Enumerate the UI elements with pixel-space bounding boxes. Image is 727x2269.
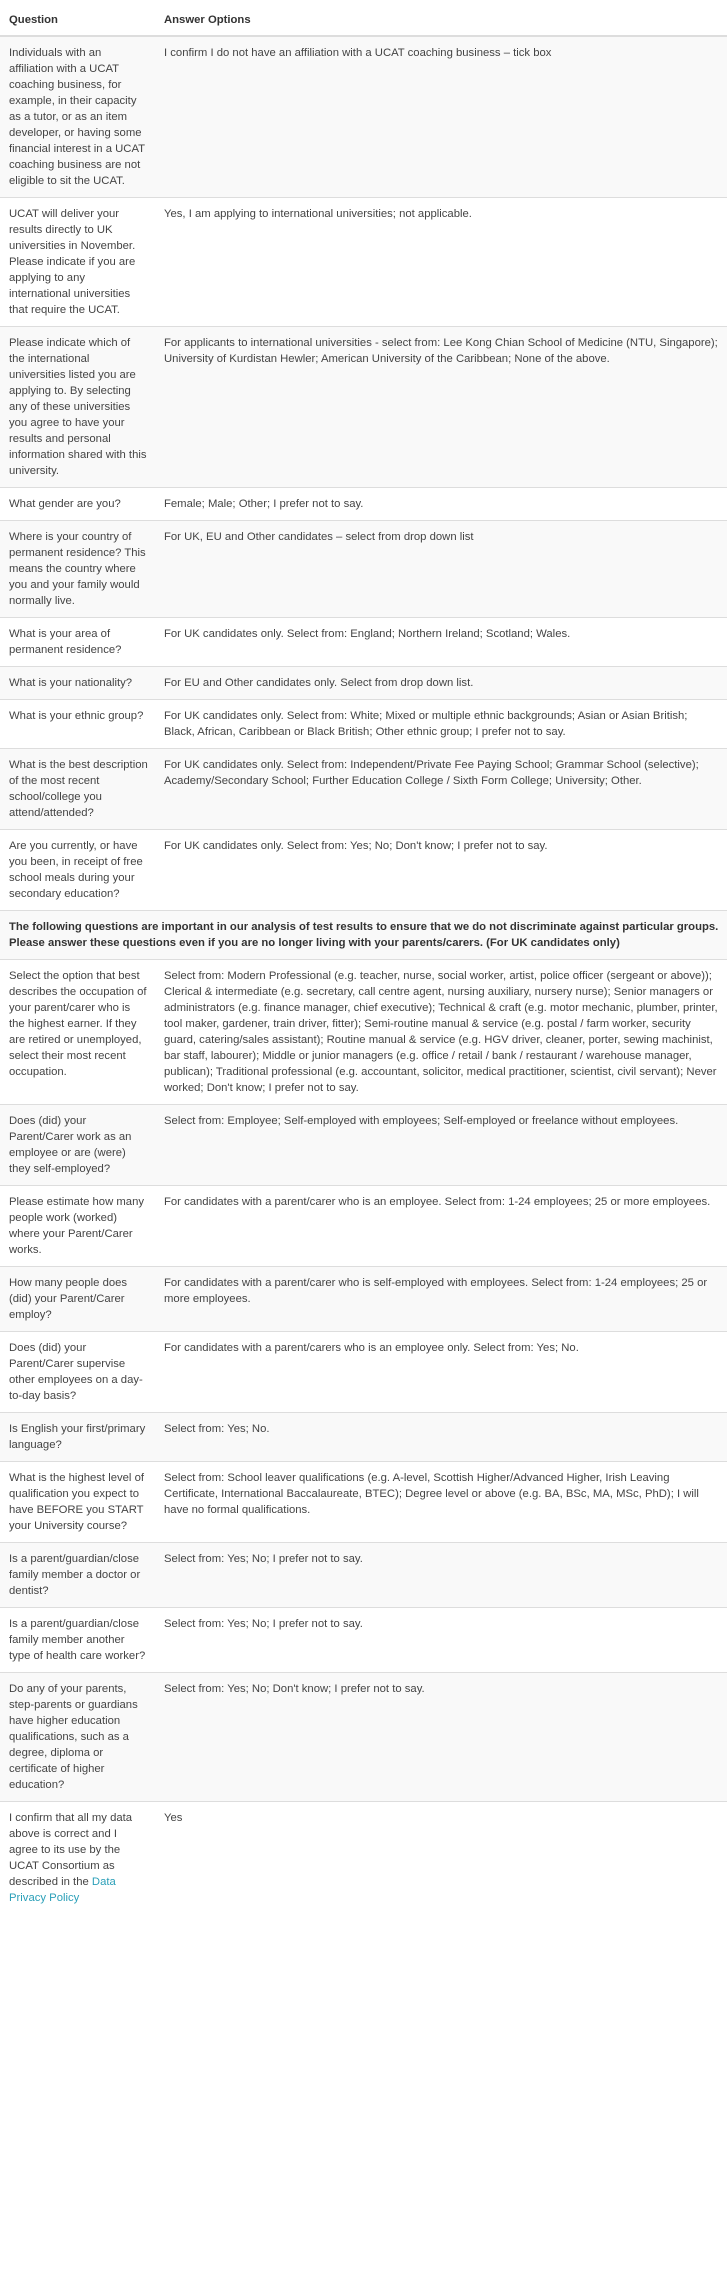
table-row [0,830,727,911]
question-cell: What is your nationality? [0,667,155,700]
header-question: Question [0,0,155,36]
answer-cell: For candidates with a parent/carer who is an employee. Select from: 1-24 employees; 25 or more employees. [155,1186,727,1267]
data-privacy-policy-link[interactable]: Data Privacy Policy [9,1876,116,1904]
question-cell [0,1802,155,1915]
table-row-confirmation [0,1802,727,1915]
table-row [0,521,727,618]
answer-cell: For candidates with a parent/carer who is self-employed with employees. Select from: 1-24 employees; 25 or more employees. [155,1267,727,1332]
answer-cell: Select from: Yes; No; I prefer not to say. [155,1608,727,1673]
table-row [0,1332,727,1413]
answer-cell: For UK candidates only. Select from: Independent/Private Fee Paying School; Grammar School (selective); Academy/Secondary School; Further Education College / Sixth Form College; University; Other. [155,749,727,830]
answer-cell: Yes, I am applying to international universities; not applicable. [155,198,727,327]
table-row [0,618,727,667]
question-cell: Are you currently, or have you been, in receipt of free school meals during your secondary education? [0,830,155,911]
answer-cell: Select from: Employee; Self-employed with employees; Self-employed or freelance without employees. [155,1105,727,1186]
table-row [0,36,727,198]
answer-cell: Select from: Yes; No; I prefer not to say. [155,1543,727,1608]
question-cell: Individuals with an affiliation with a UCAT coaching business, for example, in their capacity as a tutor, or as an item developer, or having some financial interest in a UCAT coaching business are not eligible to sit the UCAT. [0,36,155,198]
table-row [0,1186,727,1267]
confirmation-text: I confirm that all my data above is correct and I agree to its use by the UCAT Consortium as described in the [9,1812,133,1888]
table-row [0,1608,727,1673]
answer-cell: For EU and Other candidates only. Select from drop down list. [155,667,727,700]
table-header-row [0,0,727,36]
answer-cell: For candidates with a parent/carers who is an employee only. Select from: Yes; No. [155,1332,727,1413]
table-row [0,749,727,830]
question-cell: What is your area of permanent residence? [0,618,155,667]
question-cell: What gender are you? [0,488,155,521]
answer-cell: For applicants to international universities - select from: Lee Kong Chian School of Medicine (NTU, Singapore); University of Kurdistan Hewler; American University of the Caribbean; None of the above. [155,327,727,488]
table-row [0,960,727,1105]
question-cell: How many people does (did) your Parent/Carer employ? [0,1267,155,1332]
section-note: The following questions are important in our analysis of test results to ensure that we do not discriminate against particular groups. Please answer these questions even if you are no longer living with your parents/carers. (For UK candidates only) [0,911,727,960]
question-cell: Does (did) your Parent/Carer supervise other employees on a day-to-day basis? [0,1332,155,1413]
table-row [0,1543,727,1608]
question-cell: Does (did) your Parent/Carer work as an employee or are (were) they self-employed? [0,1105,155,1186]
table-row [0,1673,727,1802]
table-row [0,1267,727,1332]
question-cell: Is a parent/guardian/close family member a doctor or dentist? [0,1543,155,1608]
answer-cell: Select from: Modern Professional (e.g. teacher, nurse, social worker, artist, police officer (sergeant or above)); Clerical & intermediate (e.g. secretary, call centre agent, nursing auxiliary, nursery nurse); Senior managers or administrators (e.g. finance manager, chief executive); Technical & craft (e.g. motor mechanic, plumber, printer, tool maker, gardener, train driver, fitter); Semi-routine manual & service (e.g. postal / farm worker, security guard, catering/sales assistant); Routine manual & service (e.g. HGV driver, cleaner, porter, sewing machinist, bar staff, labourer); Middle or junior managers (e.g. office / retail / bank / restaurant / warehouse manager, publican); Traditional professional (e.g. accountant, solicitor, medical practitioner, scientist, civil servant); Never worked; Don't know; I prefer not to say. [155,960,727,1105]
table-row [0,700,727,749]
answer-cell: Yes [155,1802,727,1915]
question-cell: Please indicate which of the international universities listed you are applying to. By selecting any of these universities you agree to have your results and personal information shared with this university. [0,327,155,488]
answer-cell: Select from: Yes; No. [155,1413,727,1462]
question-cell: Is a parent/guardian/close family member another type of health care worker? [0,1608,155,1673]
answer-cell: Female; Male; Other; I prefer not to say. [155,488,727,521]
answer-cell: Select from: School leaver qualifications (e.g. A-level, Scottish Higher/Advanced Higher, Irish Leaving Certificate, International Baccalaureate, BTEC); Degree level or above (e.g. BA, BSc, MA, MSc, PhD); I will have no formal qualifications. [155,1462,727,1543]
answer-cell: Select from: Yes; No; Don't know; I prefer not to say. [155,1673,727,1802]
question-cell: Is English your first/primary language? [0,1413,155,1462]
answer-cell: For UK candidates only. Select from: White; Mixed or multiple ethnic backgrounds; Asian or Asian British; Black, African, Caribbean or Black British; Other ethnic group; I prefer not to say. [155,700,727,749]
table-row [0,327,727,488]
question-cell: What is your ethnic group? [0,700,155,749]
table-row [0,1105,727,1186]
table-row [0,667,727,700]
question-cell: What is the best description of the most recent school/college you attend/attended? [0,749,155,830]
table-row [0,198,727,327]
table-row [0,1413,727,1462]
question-cell: Please estimate how many people work (worked) where your Parent/Carer works. [0,1186,155,1267]
answer-cell: For UK candidates only. Select from: Yes; No; Don't know; I prefer not to say. [155,830,727,911]
table-row [0,488,727,521]
question-cell: What is the highest level of qualification you expect to have BEFORE you START your University course? [0,1462,155,1543]
question-cell: Select the option that best describes the occupation of your parent/carer who is the highest earner. If they are retired or unemployed, select their most recent occupation. [0,960,155,1105]
header-answer-options: Answer Options [155,0,727,36]
question-cell: UCAT will deliver your results directly to UK universities in November. Please indicate if you are applying to any international universities that require the UCAT. [0,198,155,327]
question-cell: Where is your country of permanent residence? This means the country where you and your family would normally live. [0,521,155,618]
question-cell: Do any of your parents, step-parents or guardians have higher education qualifications, such as a degree, diploma or certificate of higher education? [0,1673,155,1802]
table-row [0,1462,727,1543]
answer-cell: I confirm I do not have an affiliation with a UCAT coaching business – tick box [155,36,727,198]
section-note-row [0,911,727,960]
answer-cell: For UK, EU and Other candidates – select from drop down list [155,521,727,618]
answer-cell: For UK candidates only. Select from: England; Northern Ireland; Scotland; Wales. [155,618,727,667]
